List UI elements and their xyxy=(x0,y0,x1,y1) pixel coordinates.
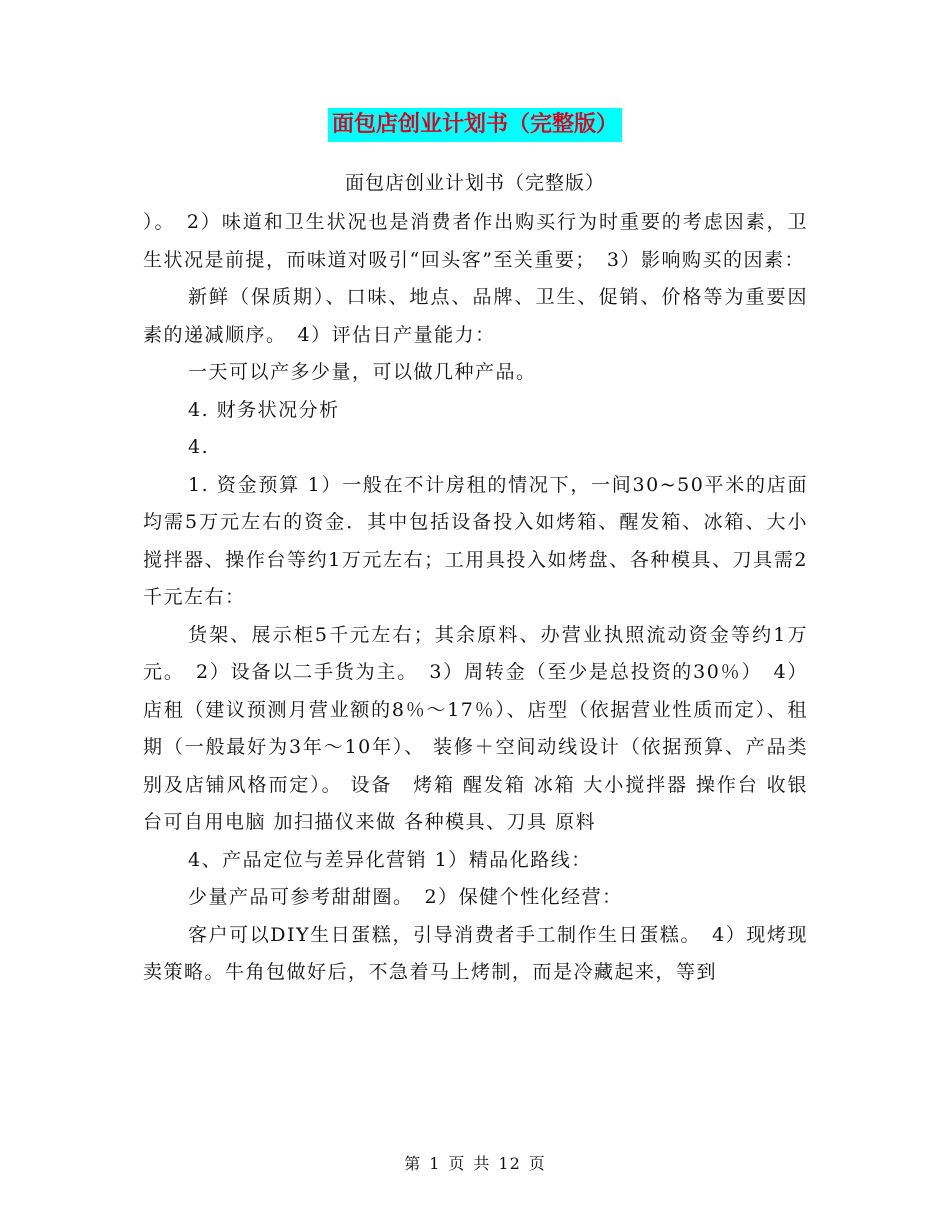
title-container xyxy=(0,108,950,142)
paragraph: 4、产品定位与差异化营销 1）精品化路线： xyxy=(188,848,592,871)
footer-suffix: 页 xyxy=(528,1154,546,1173)
paragraph: 少量产品可参考甜甜圈。 2）保健个性化经营： xyxy=(188,886,623,908)
footer-page-label: 页 xyxy=(448,1154,466,1173)
section-heading: 4. 财务状况分析 xyxy=(188,398,340,421)
paragraph: 客户可以DIY生日蛋糕，引导消费者手工制作生日蛋糕。 4）现烤现卖策略。牛角包做好后，不急着马上烤制，而是冷藏起来，等到 xyxy=(143,923,808,983)
paragraph: 新鲜（保质期）、口味、地点、品牌、卫生、促销、价格等为重要因素的递减顺序。 4）评估日产量能力： xyxy=(143,286,808,346)
document-body xyxy=(143,204,808,992)
document-title: 面包店创业计划书（完整版） xyxy=(328,108,622,142)
section-number: 4. xyxy=(188,436,210,458)
footer-prefix: 第 xyxy=(404,1154,422,1173)
page-footer xyxy=(0,1152,950,1176)
footer-total-label: 共 xyxy=(473,1154,491,1173)
total-pages-number: 12 xyxy=(498,1154,521,1173)
paragraph: 货架、展示柜5千元左右；其余原料、办营业执照流动资金等约1万元。 2）设备以二手货为主。 3）周转金（至少是总投资的30％） 4）店租（建议预测月营业额的8％～17％）、店型（依据营业性质而定）、租期（一般最好为3年～10年）、 装修＋空间动线设计（依据预算、产品类别及店铺风格而定）。 设备 烤箱 醒发箱 冰箱 大小搅拌器 操作台 收银台可自用电脑 加扫描仪来做 各种模具、刀具 原料 xyxy=(143,623,808,833)
paragraph: 一天可以产多少量，可以做几种产品。 xyxy=(188,361,537,383)
current-page-number: 1 xyxy=(429,1154,441,1173)
paragraph: 1. 资金预算 1）一般在不计房租的情况下，一间30~50平米的店面均需5万元左右的资金．其中包括设备投入如烤箱、醒发箱、冰箱、大小搅拌器、操作台等约1万元左右；工用具投入如烤盘、各种模具、刀具需2千元左右： xyxy=(143,473,808,608)
paragraph: ）。 2）味道和卫生状况也是消费者作出购买行为时重要的考虑因素，卫生状况是前提，而味道对吸引“回头客”至关重要； 3）影响购买的因素： xyxy=(143,211,808,271)
document-subtitle: 面包店创业计划书（完整版） xyxy=(344,172,605,194)
